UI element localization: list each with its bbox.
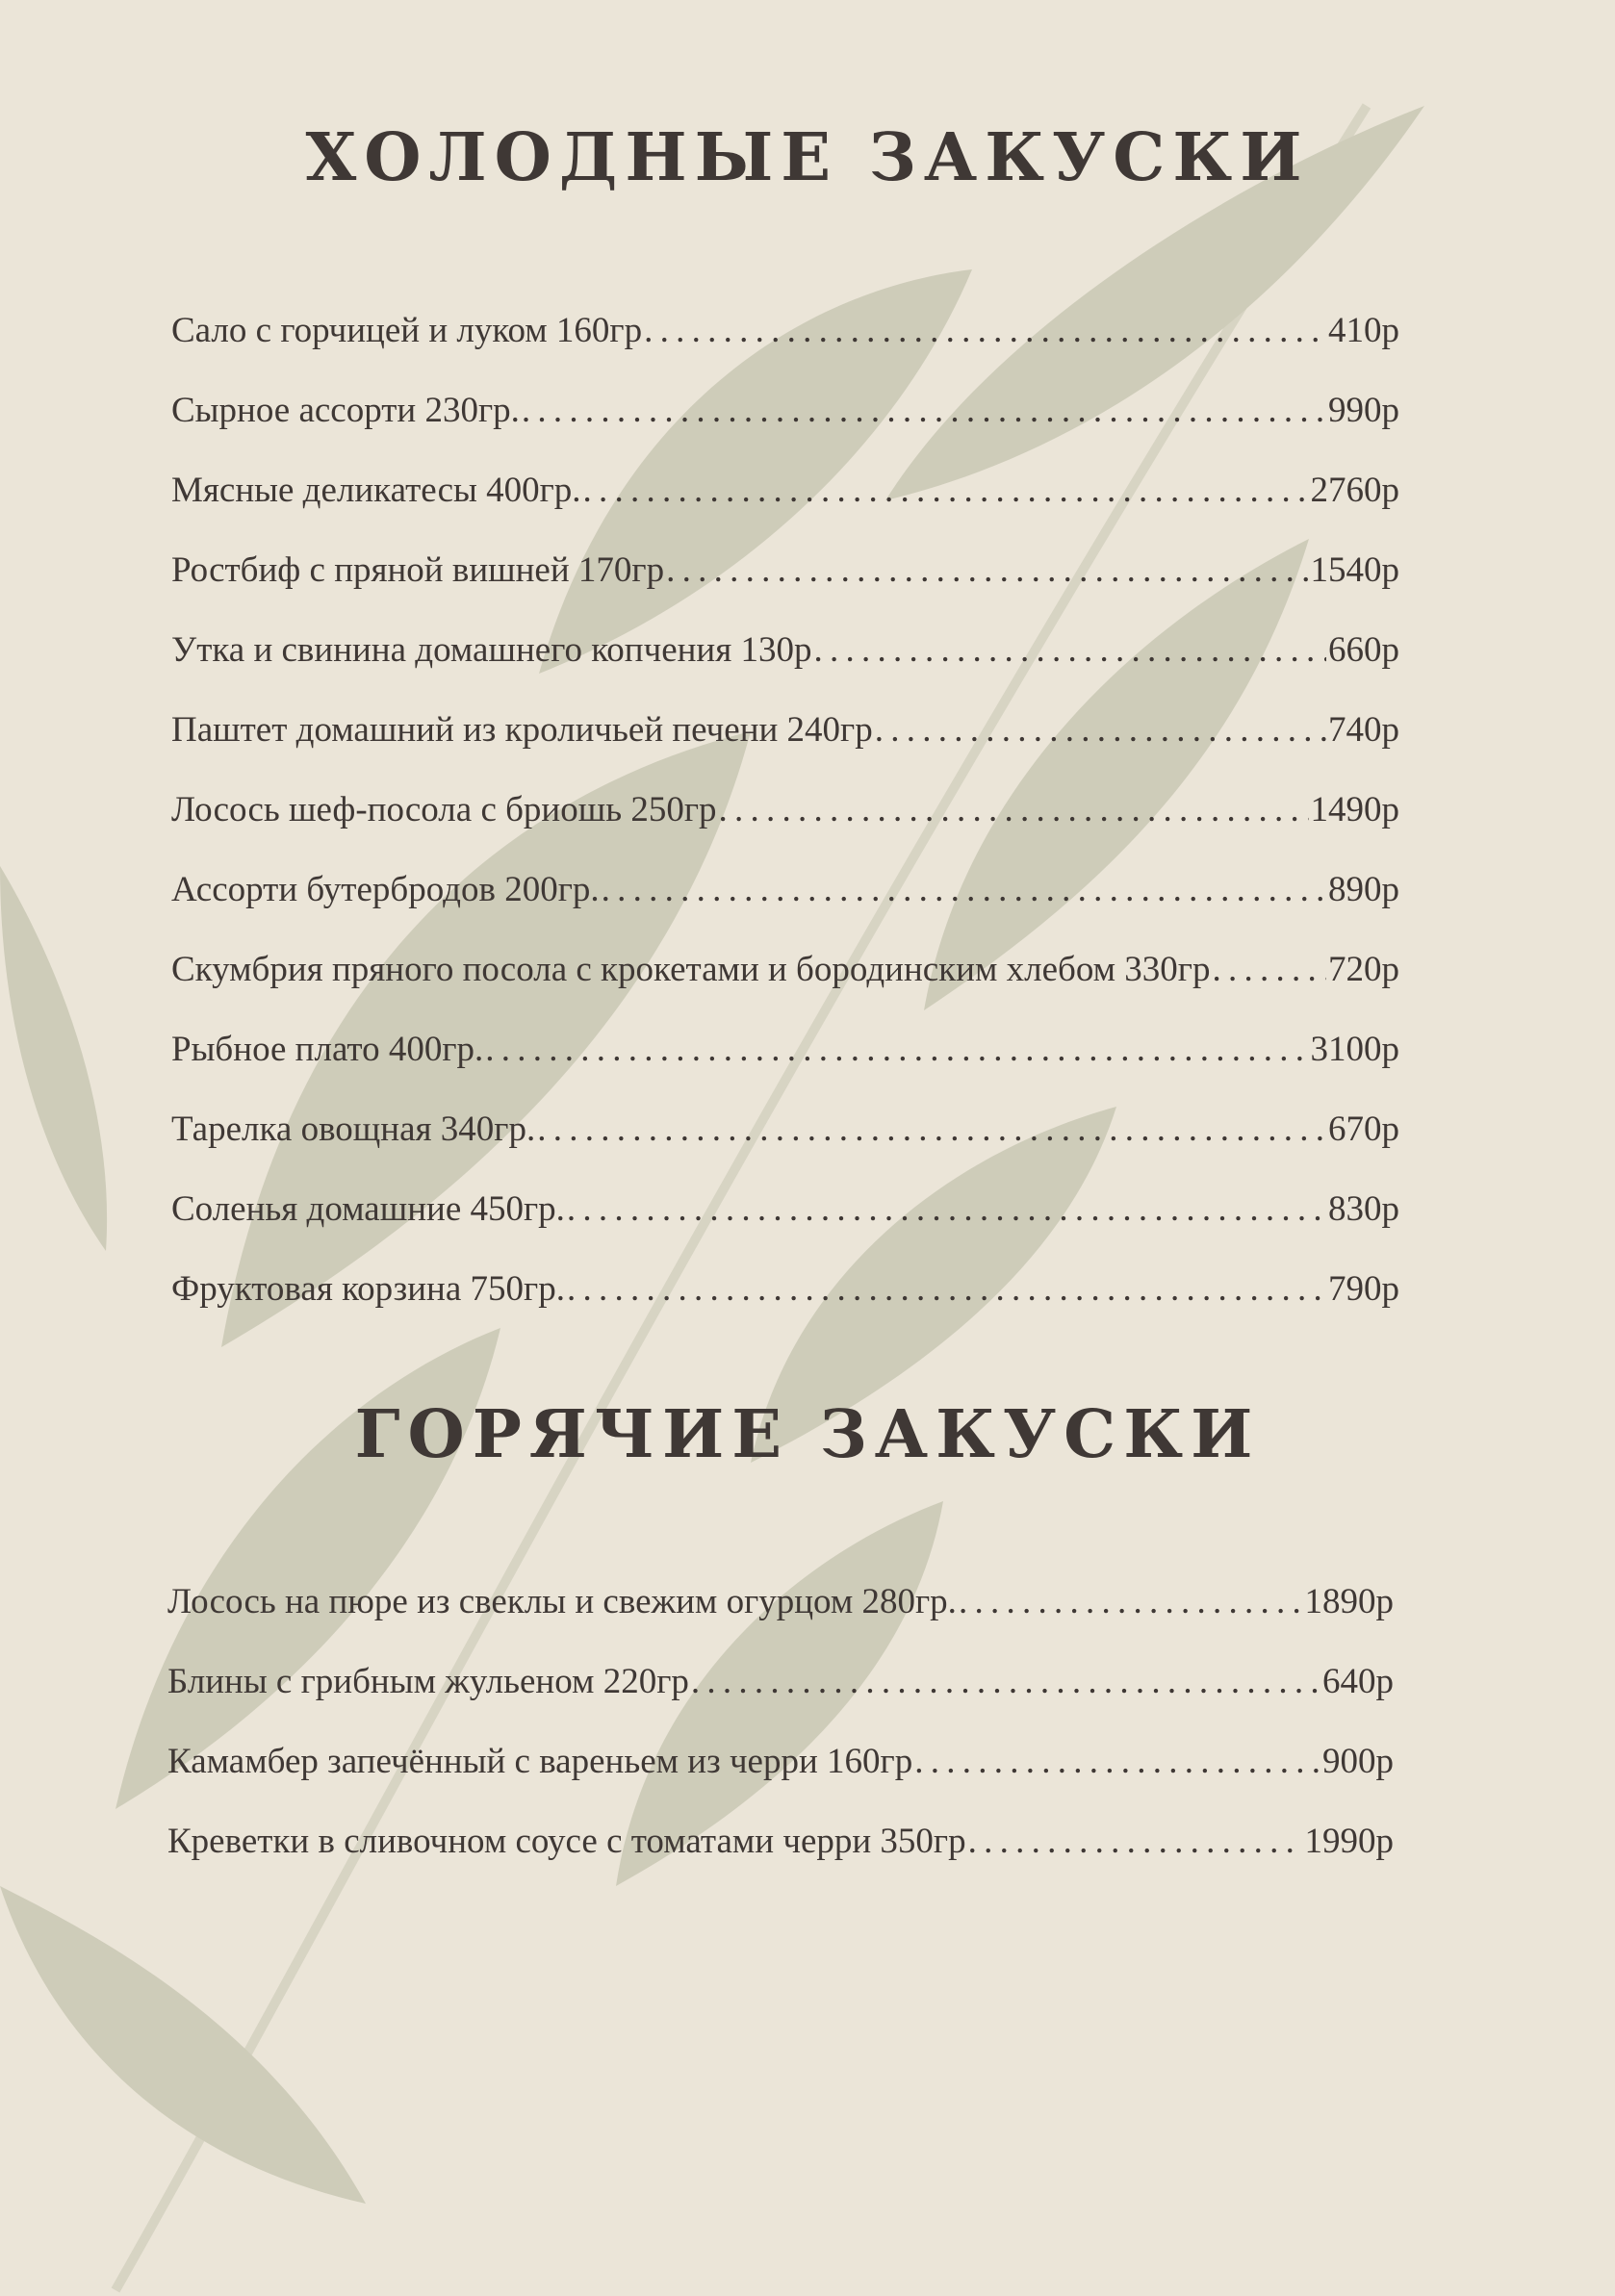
dot-leader: [968, 1821, 1303, 1862]
menu-item-price: 640р: [1322, 1662, 1394, 1701]
menu-item: [171, 549, 1399, 607]
cold-appetizers-title: ХОЛОДНЫЕ ЗАКУСКИ: [305, 119, 1310, 196]
menu-item-name: Мясные деликатесы 400гр.: [171, 471, 581, 510]
menu-item-price: 3100р: [1310, 1030, 1399, 1069]
menu-item-name: Сырное ассорти 230гр.: [171, 391, 520, 430]
menu-item-name: Рыбное плато 400гр.: [171, 1030, 484, 1069]
menu-item-name: Ассорти бутербродов 200гр.: [171, 870, 600, 909]
menu-item: [171, 1109, 1399, 1166]
menu-item-price: 790р: [1328, 1269, 1399, 1309]
menu-item-name: Утка и свинина домашнего копчения 130р: [171, 630, 812, 670]
menu-item: [171, 390, 1399, 447]
menu-item: [171, 789, 1399, 847]
menu-item-name: Креветки в сливочном соусе с томатами черри 350гр: [167, 1822, 966, 1861]
dot-leader: [485, 1029, 1308, 1070]
menu-item-name: Камамбер запечённый с вареньем из черри 160гр: [167, 1742, 913, 1781]
menu-item-name: Лосось шеф-посола с бриошь 250гр: [171, 790, 717, 829]
menu-item-name: Соленья домашние 450гр.: [171, 1189, 565, 1229]
menu-item-name: Тарелка овощная 340гр.: [171, 1110, 536, 1149]
menu-item-name: Паштет домашний из кроличьей печени 240гр: [171, 710, 873, 750]
menu-item-price: 890р: [1328, 870, 1399, 909]
menu-item-price: 830р: [1328, 1189, 1399, 1229]
menu-item: [171, 869, 1399, 927]
menu-item-name: Лосось на пюре из свеклы и свежим огурцом 280гр.: [167, 1582, 957, 1621]
dot-leader: [1212, 949, 1326, 990]
dot-leader: [567, 1188, 1326, 1230]
menu-item-price: 410р: [1328, 311, 1399, 350]
menu-item-name: Сало с горчицей и луком 160гр: [171, 311, 643, 350]
menu-item-price: 900р: [1322, 1742, 1394, 1781]
menu-item: [171, 709, 1399, 767]
menu-item: [171, 1029, 1399, 1086]
hot-appetizers-title: ГОРЯЧИЕ ЗАКУСКИ: [354, 1396, 1261, 1473]
dot-leader: [875, 709, 1326, 751]
dot-leader: [583, 470, 1309, 511]
menu-item: [167, 1661, 1394, 1719]
menu-item: [171, 470, 1399, 527]
dot-leader: [814, 629, 1327, 671]
menu-item: [171, 1188, 1399, 1246]
menu-item: [167, 1821, 1394, 1878]
menu-item: [167, 1581, 1394, 1639]
dot-leader: [567, 1268, 1326, 1310]
menu-item-name: Скумбрия пряного посола с крокетами и бородинским хлебом 330гр: [171, 950, 1211, 989]
menu-item-name: Ростбиф с пряной вишней 170гр: [171, 550, 665, 590]
menu-item-price: 670р: [1328, 1110, 1399, 1149]
dot-leader: [666, 549, 1308, 591]
menu-item: [171, 1268, 1399, 1326]
menu-item: [171, 310, 1399, 368]
dot-leader: [644, 310, 1326, 351]
menu-item-price: 1490р: [1310, 790, 1399, 829]
dot-leader: [691, 1661, 1320, 1702]
menu-item-name: Блины с грибным жульеном 220гр: [167, 1662, 689, 1701]
menu-item-name: Фруктовая корзина 750гр.: [171, 1269, 565, 1309]
menu-item-price: 1990р: [1304, 1822, 1394, 1861]
menu-item-price: 990р: [1328, 391, 1399, 430]
menu-item-price: 1890р: [1304, 1582, 1394, 1621]
menu-item-price: 2760р: [1310, 471, 1399, 510]
menu-item-price: 740р: [1328, 710, 1399, 750]
dot-leader: [959, 1581, 1303, 1622]
menu-item: [171, 949, 1399, 1007]
dot-leader: [914, 1741, 1320, 1782]
dot-leader: [522, 390, 1326, 431]
dot-leader: [719, 789, 1309, 830]
menu-item: [167, 1741, 1394, 1799]
dot-leader: [537, 1109, 1326, 1150]
menu-item-price: 720р: [1328, 950, 1399, 989]
menu-item-price: 1540р: [1310, 550, 1399, 590]
menu-item-price: 660р: [1328, 630, 1399, 670]
dot-leader: [602, 869, 1326, 910]
menu-item: [171, 629, 1399, 687]
